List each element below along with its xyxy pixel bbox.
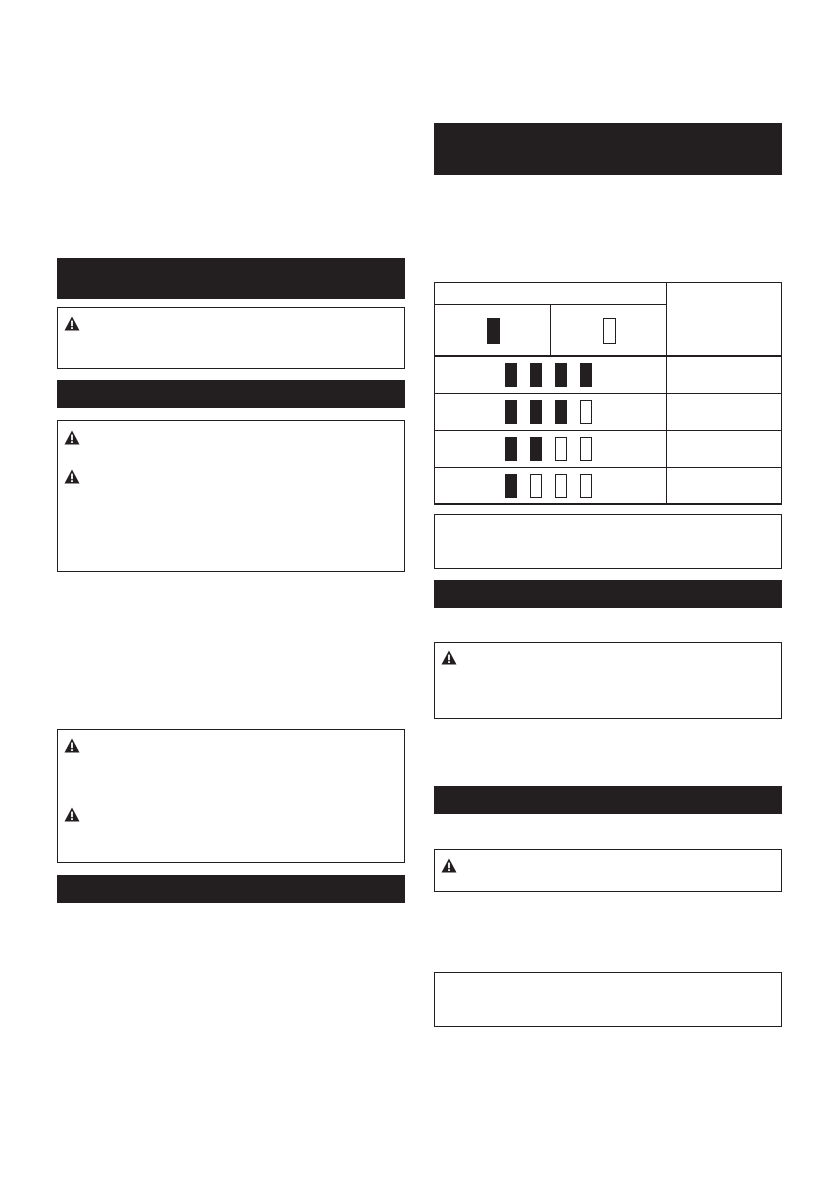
section-header-bar-4 [434,580,782,608]
battery-segment-lit-icon [505,363,517,387]
battery-segment-lit-icon [505,474,517,498]
table-row-indicator-cell [434,356,667,394]
warning-triangle-icon [64,430,80,445]
battery-segment-lit-icon [530,437,542,461]
table-row-capacity-cell [666,430,782,468]
warning-triangle-icon [441,858,457,873]
battery-segment-off-icon [555,437,567,461]
warning-triangle-icon [64,738,80,753]
section-header-bar-5 [434,786,782,814]
table-header-lit-cell [434,304,551,356]
table-row-capacity-cell [666,467,782,505]
section-header-bar-2 [57,380,405,408]
warning-triangle-icon [441,650,457,665]
warning-box-1 [57,307,405,369]
warning-box-5 [434,849,782,892]
warning-box-4 [434,642,782,719]
table-row-capacity-cell [666,393,782,431]
table-header-off-cell [550,304,667,356]
note-box-2 [434,972,782,1027]
note-box-1 [434,514,782,569]
battery-segment-off-icon [603,318,616,344]
battery-indicator-table [434,282,782,504]
battery-segment-lit-icon [530,363,542,387]
battery-segment-off-icon [580,437,592,461]
warning-box-2 [57,420,405,572]
table-header-capacity-cell [666,282,782,356]
battery-segment-off-icon [555,474,567,498]
battery-segment-lit-icon [505,437,517,461]
battery-segment-lit-icon [555,363,567,387]
table-row-indicator-cell [434,430,667,468]
battery-segment-lit-icon [555,400,567,424]
battery-segment-off-icon [580,400,592,424]
battery-segment-lit-icon [487,318,500,344]
section-header-bar-top [434,123,782,175]
warning-box-3 [57,729,405,863]
warning-triangle-icon [64,469,80,484]
table-row-indicator-cell [434,467,667,505]
table-row-capacity-cell [666,356,782,394]
section-header-bar-1 [57,258,405,299]
warning-triangle-icon [64,316,80,331]
battery-segment-lit-icon [505,400,517,424]
table-row-indicator-cell [434,393,667,431]
warning-triangle-icon [64,807,80,822]
battery-segment-lit-icon [530,400,542,424]
battery-segment-off-icon [580,474,592,498]
table-header-legend-group [434,282,667,305]
section-header-bar-3 [57,875,405,903]
battery-segment-off-icon [530,474,542,498]
battery-segment-lit-icon [580,363,592,387]
